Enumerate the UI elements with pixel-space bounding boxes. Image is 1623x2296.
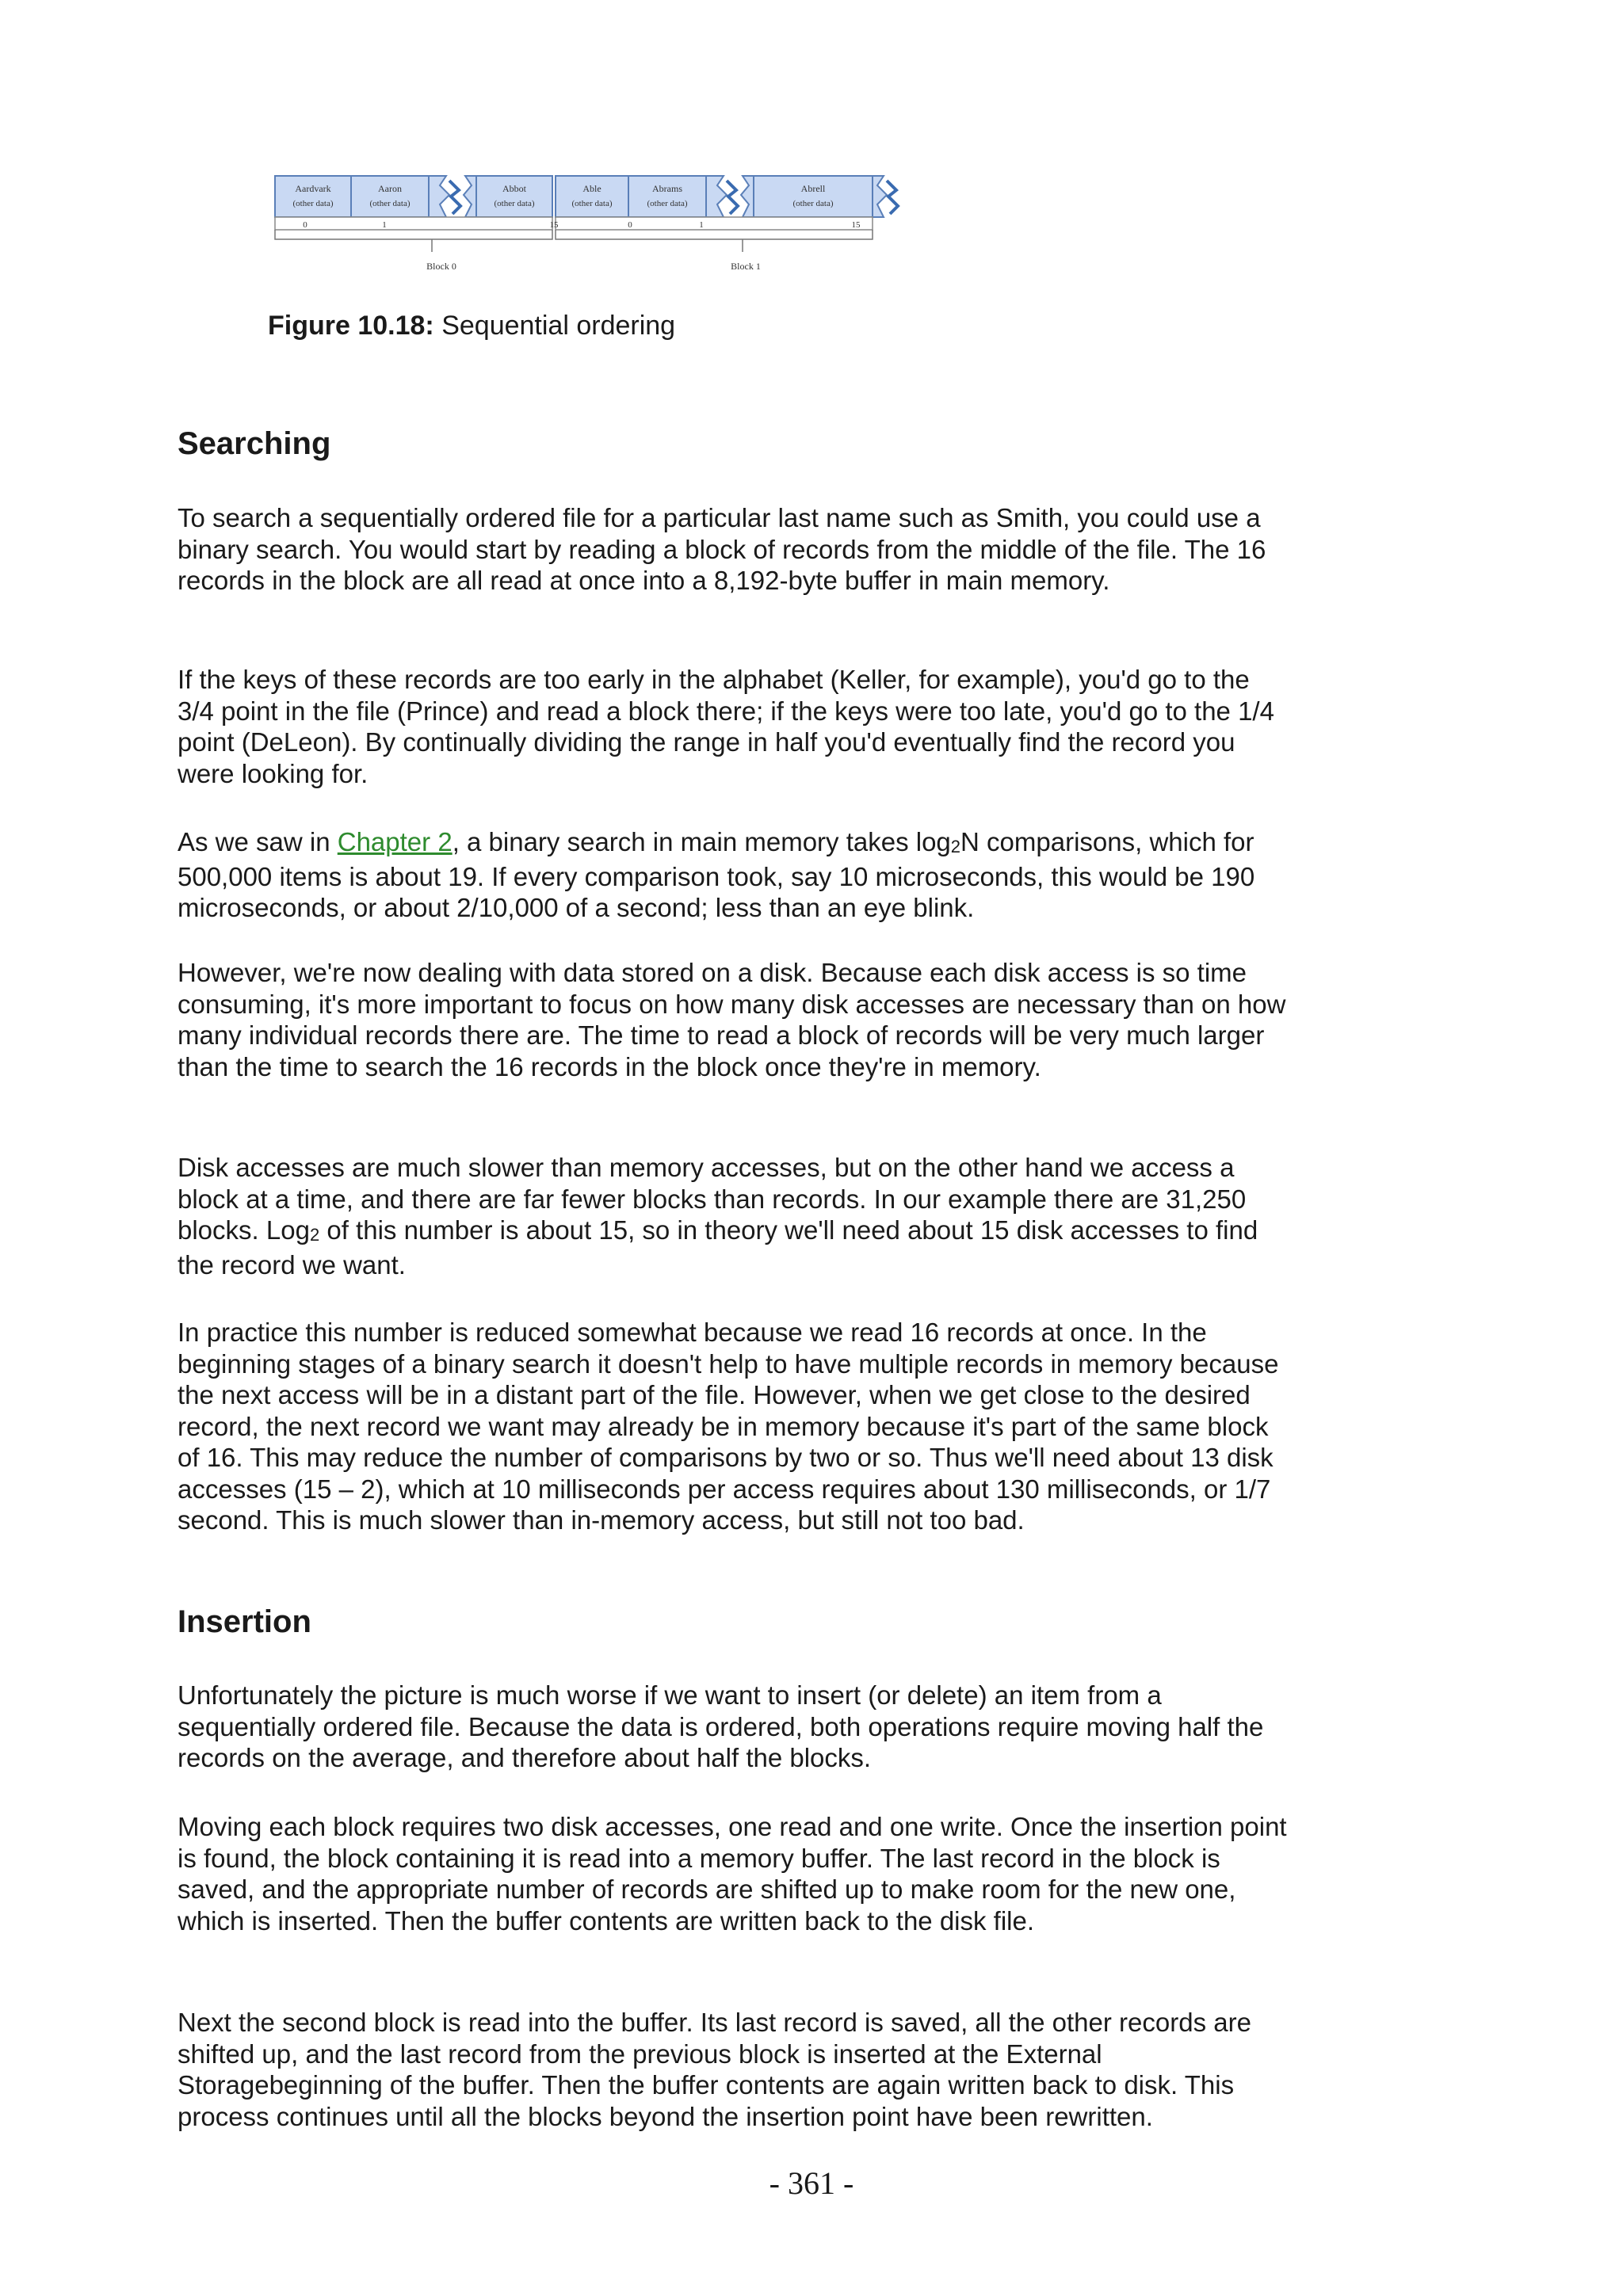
block-brackets bbox=[275, 230, 873, 252]
paragraph: However, we're now dealing with data stored on a disk. Because each disk access is so time consuming, it's more important to focus on how many disk accesses are necessary than on how many individual records there are. The time to read a block of records will be very much larger than the time to search the 16 records in the block once they're in memory. bbox=[178, 958, 1286, 1081]
record-name: Abrell bbox=[800, 183, 826, 194]
figure-caption-label: Figure 10.18: bbox=[268, 311, 434, 341]
sequential-ordering-diagram bbox=[273, 173, 931, 276]
paragraph: Next the second block is read into the buffer. Its last record is saved, all the other records are shifted up, and the last record from the previous block is inserted at the External Storagebeginning of the buffer. Then the buffer contents are again written back to disk. This process continues until all the blocks beyond the insertion point have been rewritten. bbox=[178, 2008, 1251, 2131]
paragraph bbox=[178, 1152, 1287, 1280]
index-row bbox=[275, 217, 873, 230]
record-data: (other data) bbox=[647, 199, 688, 208]
figure-caption bbox=[268, 311, 675, 341]
paragraph: If the keys of these records are too early in the alphabet (Keller, for example), you'd go to the 3/4 point in the file (Prince) and read a block there; if the keys were too late, you'd go to the 1/4 point (DeLeon). By continually dividing the range in half you'd eventually find the record you were looking for. bbox=[178, 665, 1274, 788]
text-run: As we saw in bbox=[178, 827, 338, 856]
record-name: Abrams bbox=[652, 183, 682, 194]
sequential-ordering-figure bbox=[273, 173, 931, 276]
record-name: Able bbox=[582, 183, 601, 194]
record-data: (other data) bbox=[792, 199, 834, 208]
paragraph bbox=[178, 826, 1287, 924]
page-number: - 361 - bbox=[769, 2165, 854, 2201]
subscript: 2 bbox=[950, 837, 961, 856]
index-label: 0 bbox=[628, 220, 632, 230]
record-name: Abbot bbox=[502, 183, 526, 194]
block-1-records bbox=[556, 176, 898, 217]
record-data: (other data) bbox=[571, 199, 613, 208]
figure-caption-text: Sequential ordering bbox=[441, 311, 676, 341]
record-data: (other data) bbox=[369, 199, 411, 208]
paragraph: Unfortunately the picture is much worse if we want to insert (or delete) an item from a sequentially ordered file. Because the data is ordered, both operations require moving half the records on the average, and therefore about half the blocks. bbox=[178, 1680, 1264, 1772]
record-name: Aaron bbox=[378, 183, 402, 194]
chapter-2-link[interactable]: Chapter 2 bbox=[337, 827, 453, 856]
block-0-records bbox=[275, 176, 552, 217]
index-label: 1 bbox=[382, 220, 387, 230]
record-data: (other data) bbox=[292, 199, 334, 208]
block-1-label: Block 1 bbox=[731, 261, 761, 272]
index-label: 15 bbox=[851, 220, 861, 230]
record-name: Aardvark bbox=[295, 183, 331, 194]
index-label: 15 bbox=[549, 220, 559, 230]
index-label: 0 bbox=[303, 220, 307, 230]
text-run: of this number is about 15, so in theory we'll need about 15 disk accesses to find the record we want. bbox=[178, 1215, 1258, 1280]
index-label: 1 bbox=[699, 220, 704, 230]
paragraph: Moving each block requires two disk accesses, one read and one write. Once the insertion point is found, the block containing it is read into a memory buffer. The last record in the block is saved, and the appropriate number of records are shifted up to make room for the new one, which is inserted. Then the buffer contents are written back to the disk file. bbox=[178, 1812, 1287, 1936]
block-0-label: Block 0 bbox=[426, 261, 456, 272]
text-run: , a binary search in main memory takes log bbox=[452, 827, 951, 856]
record-data: (other data) bbox=[494, 199, 535, 208]
text-run: N comparisons, which for 500,000 items is about 19. If every comparison took, say 10 microseconds, this would be 190 microseconds, or about 2/10,000 of a second; less than an eye blink. bbox=[178, 827, 1255, 922]
subscript: 2 bbox=[309, 1225, 320, 1245]
text-run: Disk accesses are much slower than memory accesses, but on the other hand we access a block at a time, and there are far fewer blocks than records. In our example there are 31,250 blocks. Log bbox=[178, 1153, 1247, 1245]
section-heading-searching: Searching bbox=[178, 426, 331, 461]
paragraph: To search a sequentially ordered file for a particular last name such as Smith, you could use a binary search. You would start by reading a block of records from the middle of the file. The 16 records in the block are all read at once into a 8,192-byte buffer in main memory. bbox=[178, 503, 1266, 595]
section-heading-insertion: Insertion bbox=[178, 1604, 311, 1639]
paragraph: In practice this number is reduced somewhat because we read 16 records at once. In the beginning stages of a binary search it doesn't help to have multiple records in memory because the next access will be in a distant part of the file. However, when we get close to the desired record, the next record we want may already be in memory because it's part of the same block of 16. This may reduce the number of comparisons by two or so. Thus we'll need about 13 disk accesses (15 – 2), which at 10 milliseconds per access requires about 130 milliseconds, or 1/7 second. This is much slower than in-memory access, but still not too bad. bbox=[178, 1318, 1279, 1535]
